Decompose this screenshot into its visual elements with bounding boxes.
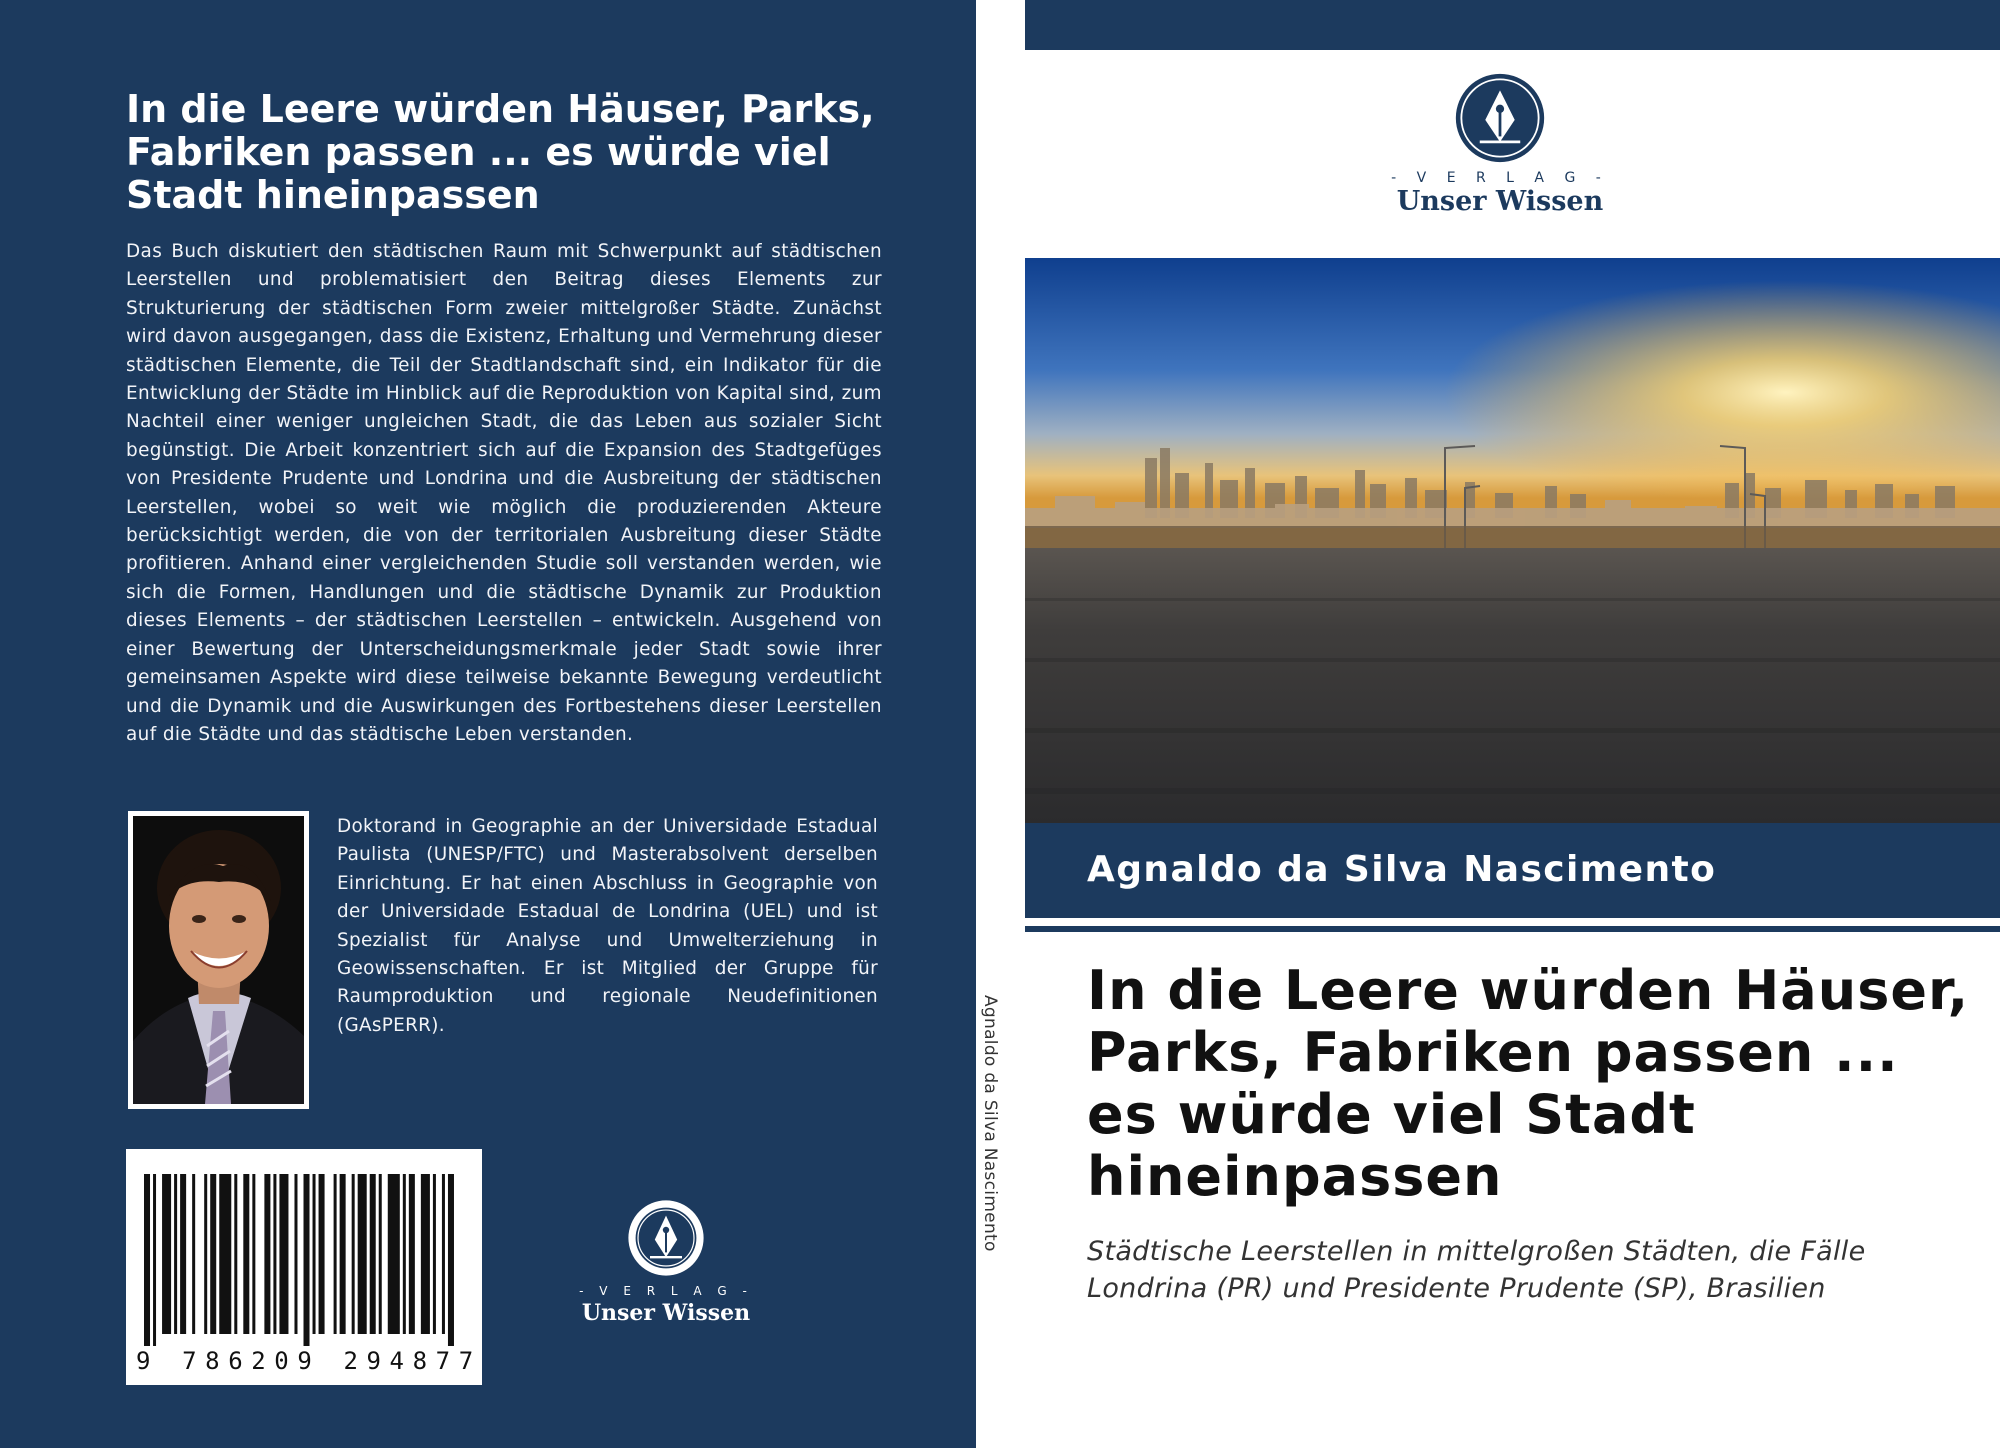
- barcode-bar: [403, 1174, 406, 1334]
- barcode-bar: [388, 1174, 400, 1334]
- barcode-bar: [192, 1174, 195, 1334]
- barcode-bar: [210, 1174, 216, 1334]
- front-top-bar: [1025, 0, 2000, 50]
- spine-author: Agnaldo da Silva Nascimento: [980, 995, 1000, 1252]
- barcode-bar: [340, 1174, 346, 1334]
- author-photo: [128, 811, 309, 1109]
- back-cover-blurb: Das Buch diskutiert den städtischen Raum mit Schwerpunkt auf städtischen Leerstellen und problematisiert den Beitrag dieses Elements zur Strukturierung der städtischen Form zweier mittelgroßer Städte. Zunächst wird davon ausgegangen, dass die Existenz, Erhaltung und Vermehrung dieser städtischen Elemente, die Teil der Stadtlandschaft sind, ein Indikator für die Entwicklung der Städte im Hinblick auf die Reproduktion von Kapital sind, zum Nachteil einer weniger ungleichen Stadt, die das Leben aus sozialer Sicht begünstigt. Die Arbeit konzentriert sich auf die Expansion des Stadtgefüges von Presidente Prudente und Londrina und die Ausbreitung der städtischen Leerstellen, wobei so weit wie möglich die produzierenden Akteure berücksichtigt werden, die von der territorialen Ausbreitung dieser Städte profitieren. Anhand einer vergleichenden Studie soll verstanden werden, wie sich die Formen, Handlungen und die städtische Dynamik zur Produktion dieses Elements – der städtischen Leerstellen – entwickeln. Ausgehend von einer Bewertung der Unterscheidungsmerkmale jeder Stadt sowie ihrer gemeinsamen Aspekte wird diese teilweise bekannte Bewegung verdeutlicht und die Dynamik und die Auswirkungen des Fortbestehens dieser Leerstellen auf die Städte und das städtische Leben verstanden.: [126, 241, 882, 745]
- barcode-bar: [433, 1174, 436, 1334]
- isbn-digits: 9 786209 294877: [136, 1347, 482, 1375]
- barcode-bar: [352, 1174, 355, 1334]
- barcode-bar: [243, 1174, 249, 1334]
- barcode-bar: [304, 1174, 310, 1346]
- front-publisher-verlag: - V E R L A G -: [1391, 170, 1609, 186]
- fountain-pen-nib-icon: [1454, 72, 1546, 164]
- barcode-bar: [162, 1174, 171, 1334]
- barcode-image: [144, 1174, 460, 1346]
- isbn-barcode: [126, 1149, 482, 1385]
- barcode-bar: [234, 1174, 237, 1334]
- barcode-bar: [153, 1174, 156, 1346]
- cover-photo-skyline: [1025, 258, 2000, 823]
- back-publisher-name: Unser Wissen: [581, 1300, 751, 1326]
- author-portrait-image: [133, 816, 304, 1104]
- front-publisher-logo: [1380, 72, 1620, 222]
- barcode-bar: [358, 1174, 367, 1334]
- barcode-bar: [319, 1174, 325, 1334]
- back-publisher-verlag: - V E R L A G -: [579, 1284, 753, 1298]
- barcode-bar: [144, 1174, 150, 1346]
- back-publisher-logo: [576, 1198, 756, 1328]
- barcode-bar: [219, 1174, 231, 1334]
- barcode-bar: [294, 1174, 297, 1334]
- back-cover-title: In die Leere würden Häuser, Parks, Fabriken passen ... es würde viel Stadt hineinpassen: [126, 87, 875, 217]
- barcode-bar: [174, 1174, 177, 1334]
- barcode-bar: [370, 1174, 376, 1334]
- barcode-bar: [421, 1174, 430, 1334]
- barcode-bar: [273, 1174, 276, 1334]
- front-author-name: Agnaldo da Silva Nascimento: [1087, 849, 1717, 890]
- barcode-bar: [442, 1174, 445, 1334]
- barcode-bar: [279, 1174, 288, 1334]
- back-cover: [0, 0, 976, 1448]
- author-bio: Doktorand in Geographie an der Universidade Estadual Paulista (UNESP/FTC) und Masterabsolvent derselben Einrichtung. Er hat einen Abschluss in Geographie von der Universidade Estadual de Londrina (UEL) und ist Spezialist für Analyse und Umwelterziehung in Geowissenschaften. Er ist Mitglied der Gruppe für Raumproduktion und regionale Neudefinitionen (GAsPERR).: [337, 816, 878, 1036]
- barcode-bar: [379, 1174, 382, 1334]
- front-publisher-name: Unser Wissen: [1396, 186, 1604, 217]
- barcode-bar: [409, 1174, 415, 1334]
- barcode-bar: [448, 1174, 454, 1346]
- city-skyline-image: [1025, 258, 2000, 823]
- barcode-bar: [180, 1174, 186, 1334]
- barcode-bar: [313, 1174, 316, 1334]
- divider-line: [1025, 926, 2000, 932]
- barcode-bar: [204, 1174, 207, 1334]
- front-cover-title: In die Leere würden Häuser, Parks, Fabriken passen ... es würde viel Stadt hineinpassen: [1087, 959, 1970, 1208]
- front-cover-subtitle: Städtische Leerstellen in mittelgroßen Städten, die Fälle Londrina (PR) und Presidente Prudente (SP), Brasilien: [1087, 1236, 1866, 1304]
- fountain-pen-nib-icon: [626, 1198, 706, 1278]
- barcode-bar: [334, 1174, 337, 1334]
- barcode-bar: [252, 1174, 255, 1334]
- barcode-bar: [264, 1174, 270, 1334]
